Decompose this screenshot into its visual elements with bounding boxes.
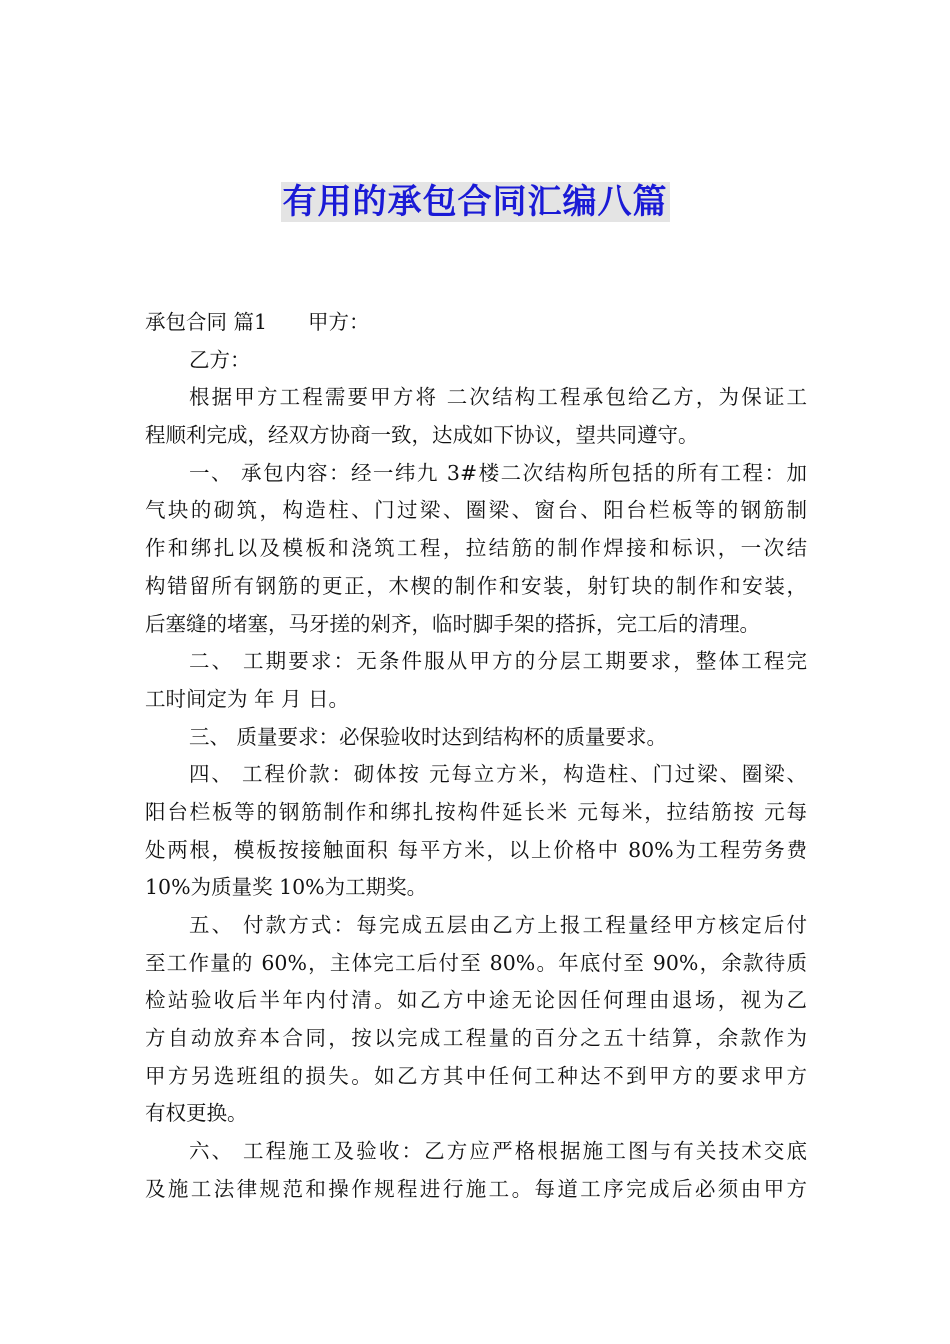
text-line: 方自动放弃本合同，按以完成工程量的百分之五十结算，余款作为 — [145, 1026, 807, 1051]
text-line: 根据甲方工程需要甲方将 二次结构工程承包给乙方，为保证工 — [189, 385, 807, 410]
text-line: 六、 工程施工及验收：乙方应严格根据施工图与有关技术交底 — [189, 1139, 807, 1164]
text-line: 处两根，模板按接触面积 每平方米，以上价格中 80%为工程劳务费 — [145, 837, 807, 862]
text-line: 工时间定为 年 月 日。 — [145, 686, 350, 711]
text-line: 检站验收后半年内付清。如乙方中途无论因任何理由退场，视为乙 — [145, 988, 807, 1013]
text-line: 二、 工期要求：无条件服从甲方的分层工期要求，整体工程完 — [189, 649, 807, 674]
text-line: 至工作量的 60%，主体完工后付至 80%。年底付至 90%，余款待质 — [145, 950, 807, 975]
text-line: 气块的砌筑，构造柱、门过梁、圈梁、窗台、阳台栏板等的钢筋制 — [145, 498, 807, 523]
text-line: 乙方： — [189, 347, 251, 372]
text-line: 及施工法律规范和操作规程进行施工。每道工序完成后必须由甲方 — [145, 1176, 807, 1201]
text-line: 承包合同 篇1 甲方： — [145, 310, 370, 334]
document-body — [145, 304, 807, 1209]
document-title — [0, 174, 950, 223]
text-line: 10%为质量奖 10%为工期奖。 — [145, 875, 428, 900]
document-title-text: 有用的承包合同汇编八篇 — [282, 182, 668, 222]
text-line: 后塞缝的堵塞，马牙搓的剁齐，临时脚手架的搭拆，完工后的清理。 — [145, 611, 760, 636]
text-line: 阳台栏板等的钢筋制作和绑扎按构件延长米 元每米，拉结筋按 元每 — [145, 799, 807, 824]
text-line: 程顺利完成，经双方协商一致，达成如下协议，望共同遵守。 — [145, 423, 699, 448]
text-line: 五、 付款方式：每完成五层由乙方上报工程量经甲方核定后付 — [189, 913, 807, 937]
text-line: 三、 质量要求：必保验收时达到结构杯的质量要求。 — [189, 724, 668, 749]
text-line: 构错留所有钢筋的更正，木楔的制作和安装，射钉块的制作和安装， — [145, 573, 807, 598]
text-line: 一、 承包内容：经一纬九 3#楼二次结构所包括的所有工程：加 — [189, 460, 807, 485]
text-line: 四、 工程价款：砌体按 元每立方米，构造柱、门过梁、圈梁、 — [189, 762, 807, 787]
text-line: 甲方另选班组的损失。如乙方其中任何工种达不到甲方的要求甲方 — [145, 1063, 807, 1088]
text-line: 作和绑扎以及模板和浇筑工程，拉结筋的制作焊接和标识，一次结 — [145, 536, 807, 561]
text-line: 有权更换。 — [145, 1101, 248, 1126]
